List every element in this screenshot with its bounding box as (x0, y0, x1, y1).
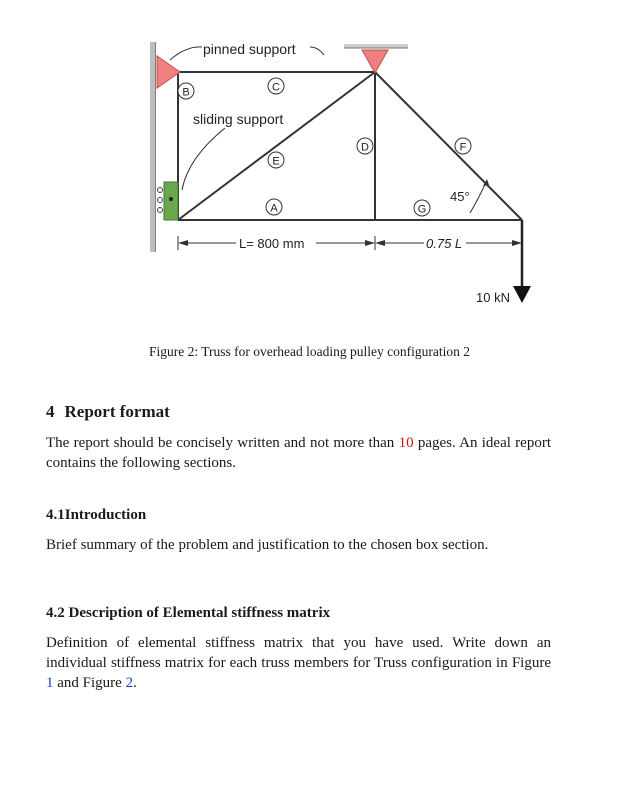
left-wall (150, 42, 155, 252)
load-arrow (513, 220, 531, 303)
section-4-paragraph (46, 433, 551, 473)
pin-support-left (157, 56, 180, 88)
node-d-label: D (361, 141, 369, 154)
page-limit-value: 10 (398, 435, 414, 451)
section-4-1-heading: 4.1Introduction (46, 507, 147, 523)
truss-figure (0, 0, 619, 340)
node-a-label: A (270, 202, 278, 215)
section-4-1-paragraph: Brief summary of the problem and justification to the chosen box section. (46, 537, 489, 553)
section-4-title: Report format (64, 402, 170, 421)
sliding-support (158, 182, 179, 220)
load-label: 10 kN (476, 290, 510, 305)
angle-arc (470, 182, 486, 213)
sliding-support-label: sliding support (193, 111, 284, 127)
section-4-2-heading: 4.2 Description of Elemental stiffness matrix (46, 605, 331, 621)
pinned-support-label: pinned support (203, 41, 296, 57)
node-b-label: B (182, 86, 190, 99)
angle-label: 45° (450, 189, 470, 204)
node-f-label: F (459, 141, 467, 154)
node-e-label: E (272, 155, 280, 168)
ceiling-hatch (344, 44, 408, 48)
section-4-2-paragraph (46, 633, 551, 693)
section-4-number: 4 (46, 402, 55, 421)
section-4-heading (46, 402, 170, 422)
section-4-2-text-mid: and Figure (53, 675, 126, 691)
section-4-text-after: pages. An ideal report contains the following sections. (46, 435, 551, 471)
sliding-support-leader (182, 128, 225, 190)
pinned-support-leader-2 (310, 47, 324, 55)
figure-2-link[interactable]: 2 (125, 675, 134, 691)
pinned-support-leader (170, 47, 202, 60)
dimension-lines (178, 236, 522, 250)
figure-1-link[interactable]: 1 (46, 675, 54, 691)
dimension-right-label: 0.75 L (426, 236, 463, 251)
figure-caption: Figure 2: Truss for overhead loading pulley configuration 2 (149, 344, 470, 359)
node-c-label: C (272, 81, 280, 94)
section-4-2-text-end: . (133, 675, 137, 691)
pin-support-top (362, 50, 388, 73)
node-markers (178, 78, 471, 216)
dimension-left-label: L= 800 mm (239, 236, 305, 251)
node-g-label: G (417, 203, 427, 216)
section-4-2-text: Definition of elemental stiffness matrix that you have used. Write down an individual stiffness matrix for each truss members for Truss configuration in Figure (46, 635, 551, 671)
section-4-text-before: The report should be concisely written and not more than (46, 435, 399, 451)
